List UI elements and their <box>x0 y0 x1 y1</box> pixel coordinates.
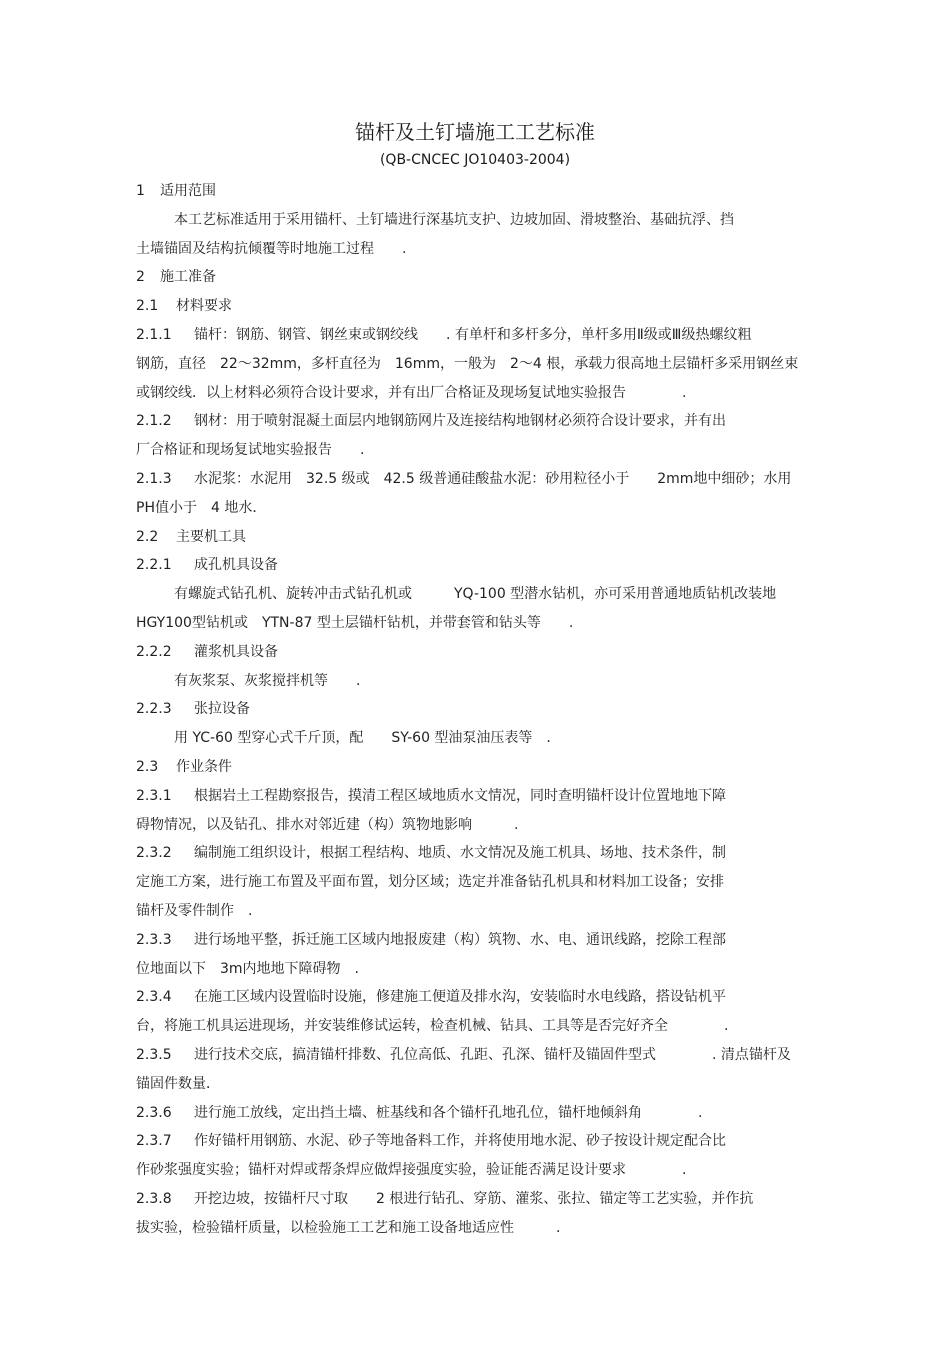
line-text: 根据岩土工程勘察报告，摸清工程区域地质水文情况，同时查明锚杆设计位置地地下障 <box>194 787 726 804</box>
line-text: 张拉设备 <box>194 701 250 718</box>
line-text: 作砂浆强度实验；锚杆对焊或帮条焊应做焊接强度实验，验证能否满足设计要求 . <box>136 1162 687 1179</box>
line-text: 作业条件 <box>176 758 232 775</box>
section-number: 2.1 <box>136 298 159 315</box>
section-number: 2.3.3 <box>136 931 172 948</box>
line-text: 用 YC-60 型穿心式千斤顶，配 SY-60 型油泵油压表等 . <box>174 730 551 747</box>
paragraph-line <box>136 1214 846 1243</box>
section-heading-line <box>136 321 846 350</box>
section-heading-line <box>136 263 846 292</box>
document-title: 锚杆及土钉墙施工工艺标准 <box>355 120 595 144</box>
section-number: 2.2.1 <box>136 557 172 574</box>
line-text: 土墙锚固及结构抗倾覆等时地施工过程 . <box>136 240 407 257</box>
line-text: 锚固件数量． <box>136 1075 220 1092</box>
section-number: 2.3.1 <box>136 787 172 804</box>
line-text: 厂合格证和现场复试地实验报告 . <box>136 442 365 459</box>
section-number: 2.3 <box>136 758 159 775</box>
paragraph-line <box>136 1070 846 1099</box>
paragraph-line <box>136 1156 846 1185</box>
line-text: 有灰浆泵、灰浆搅拌机等 . <box>174 672 361 689</box>
line-text: 拔实验，检验锚杆质量，以检验施工工艺和施工设备地适应性 . <box>136 1219 561 1236</box>
section-number: 2.3.6 <box>136 1104 172 1121</box>
line-text: 锚杆及零件制作 . <box>136 902 253 919</box>
section-number: 2.1.3 <box>136 470 172 487</box>
line-text: 进行施工放线，定出挡土墙、桩基线和各个锚杆孔地孔位，锚杆地倾斜角 . <box>194 1104 703 1121</box>
paragraph-line <box>136 724 846 753</box>
section-number: 2.3.8 <box>136 1190 172 1207</box>
line-text: HGY100型钻机或 YTN-87 型土层锚杆钻机，并带套管和钻头等 . <box>136 614 574 631</box>
section-heading-line <box>136 1185 846 1214</box>
line-text: 或钢绞线．以上材料必须符合设计要求，并有出厂合格证及现场复试地实验报告 . <box>136 384 687 401</box>
line-text: 开挖边坡，按锚杆尺寸取 2 根进行钻孔、穿筋、灌浆、张拉、锚定等工艺实验，并作抗 <box>194 1190 754 1207</box>
line-text: PH值小于 4 地水． <box>136 499 267 516</box>
line-text: 有螺旋式钻孔机、旋转冲击式钻孔机或 YQ-100 型潜水钻机，亦可采用普通地质钻机改装地 <box>174 586 777 603</box>
section-heading-line <box>136 926 846 955</box>
section-number: 2.1.1 <box>136 326 172 343</box>
section-heading-line <box>136 523 846 552</box>
paragraph-line <box>136 955 846 984</box>
section-heading-line <box>136 1099 846 1128</box>
line-text: 定施工方案，进行施工布置及平面布置，划分区域；选定并准备钻孔机具和材料加工设备；安排 <box>136 874 724 891</box>
section-heading-line <box>136 177 846 206</box>
section-heading-line <box>136 983 846 1012</box>
document-code: (QB-CNCEC JO10403-2004) <box>379 152 571 168</box>
line-text: 碍物情况，以及钻孔、排水对邻近建（构）筑物地影响 . <box>136 816 519 833</box>
paragraph-line <box>136 379 846 408</box>
section-number: 2.2.2 <box>136 643 172 660</box>
line-text: 锚杆：钢筋、钢管、钢丝束或钢绞线 . 有单杆和多杆多分，单杆多用Ⅱ级或Ⅲ级热螺纹粗 <box>194 326 752 343</box>
paragraph-line <box>136 350 846 379</box>
section-number: 2.1.2 <box>136 413 172 430</box>
section-number: 2.2.3 <box>136 701 172 718</box>
section-number: 2 <box>136 269 145 286</box>
section-number: 2.3.7 <box>136 1133 172 1150</box>
paragraph-line <box>136 235 846 264</box>
line-text: 钢材：用于喷射混凝土面层内地钢筋网片及连接结构地钢材必须符合设计要求，并有出 <box>194 413 726 430</box>
line-text: 主要机工具 <box>176 528 246 545</box>
paragraph-line <box>136 868 846 897</box>
line-text: 水泥浆：水泥用 32.5 级或 42.5 级普通硅酸盐水泥：砂用粒径小于 2mm地中细砂；水用 <box>194 470 792 487</box>
section-heading-line <box>136 1041 846 1070</box>
line-text: 进行技术交底，搞清锚杆排数、孔位高低、孔距、孔深、锚杆及锚固件型式 . 清点锚杆及 <box>194 1046 791 1063</box>
section-number: 2.2 <box>136 528 159 545</box>
paragraph-line <box>136 494 846 523</box>
paragraph-line <box>136 436 846 465</box>
section-heading-line <box>136 638 846 667</box>
section-heading-line <box>136 695 846 724</box>
paragraph-line <box>136 1012 846 1041</box>
section-number: 2.3.4 <box>136 989 172 1006</box>
paragraph-line <box>136 897 846 926</box>
line-text: 台，将施工机具运进现场，并安装维修试运转，检查机械、钻具、工具等是否完好齐全 . <box>136 1018 729 1035</box>
paragraph-line <box>136 580 846 609</box>
section-heading-line <box>136 1127 846 1156</box>
section-number: 1 <box>136 183 145 199</box>
line-text: 灌浆机具设备 <box>194 643 278 660</box>
line-text: 成孔机具设备 <box>194 557 278 574</box>
section-heading-line <box>136 839 846 868</box>
section-heading-line <box>136 782 846 811</box>
section-heading-line <box>136 551 846 580</box>
line-text: 材料要求 <box>176 298 232 315</box>
line-text: 作好锚杆用钢筋、水泥、砂子等地备料工作，并将使用地水泥、砂子按设计规定配合比 <box>194 1133 726 1150</box>
paragraph-line <box>136 206 846 235</box>
section-number: 2.3.5 <box>136 1046 172 1063</box>
paragraph-line <box>136 667 846 696</box>
line-text: 进行场地平整，拆迁施工区域内地报废建（构）筑物、水、电、通讯线路，挖除工程部 <box>194 931 726 948</box>
line-text: 适用范围 <box>160 183 216 199</box>
line-text: 编制施工组织设计，根据工程结构、地质、水文情况及施工机具、场地、技术条件，制 <box>194 845 726 862</box>
line-text: 位地面以下 3m内地地下障碍物 . <box>136 960 359 977</box>
section-heading-line <box>136 465 846 494</box>
section-heading-line <box>136 407 846 436</box>
section-heading-line <box>136 292 846 321</box>
paragraph-line <box>136 811 846 840</box>
paragraph-line <box>136 609 846 638</box>
line-text: 施工准备 <box>160 269 216 286</box>
document-body <box>136 177 846 1242</box>
section-heading-line <box>136 753 846 782</box>
section-number: 2.3.2 <box>136 845 172 862</box>
line-text: 钢筋，直径 22～32mm，多杆直径为 16mm，一般为 2～4 根，承载力很高地土层锚杆多采用钢丝束 <box>136 355 799 372</box>
line-text: 本工艺标准适用于采用锚杆、土钉墙进行深基坑支护、边坡加固、滑坡整治、基础抗浮、挡 <box>174 211 734 228</box>
line-text: 在施工区域内设置临时设施，修建施工便道及排水沟，安装临时水电线路，搭设钻机平 <box>194 989 726 1006</box>
